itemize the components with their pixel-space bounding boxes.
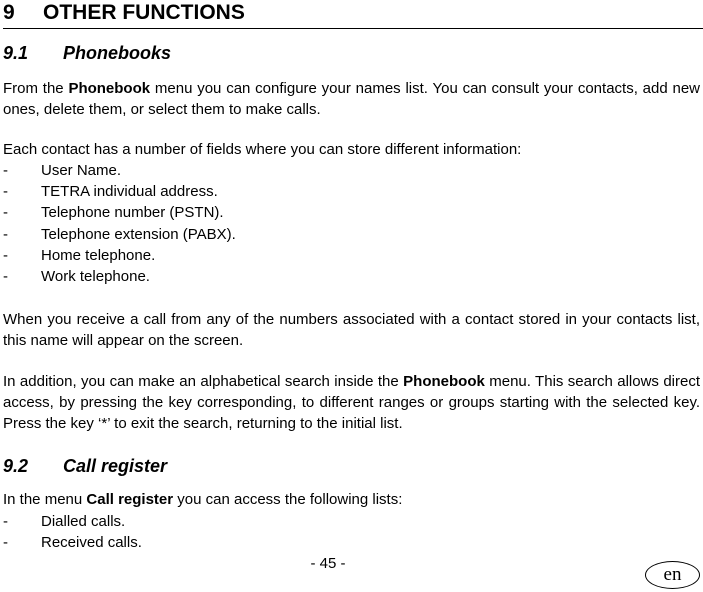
bold-term: Call register	[86, 491, 174, 508]
list-item	[3, 202, 224, 223]
list-marker: -	[3, 534, 8, 551]
list-marker: -	[3, 513, 8, 530]
subsection-heading-phonebooks	[3, 42, 171, 64]
list-item-text: Dialled calls.	[41, 513, 126, 530]
section-title: OTHER FUNCTIONS	[43, 1, 245, 24]
page-number: - 45 -	[310, 555, 346, 572]
subsection-heading-call-register	[3, 455, 167, 477]
list-item-text: Received calls.	[41, 534, 142, 551]
list-item	[3, 245, 155, 266]
language-badge: en	[645, 561, 700, 589]
list-marker: -	[3, 268, 8, 285]
subsection-title: Phonebooks	[63, 43, 172, 63]
list-marker: -	[3, 247, 8, 264]
bold-term: Phonebook	[68, 80, 151, 97]
text-run: menu. This search allows direct access, by pressing the key corresponding, to different ranges or groups starting with the selected key. Press the key ‘*’ to exit the search, returning to the initial list.	[3, 373, 700, 432]
list-item	[3, 266, 150, 287]
search-paragraph	[3, 371, 700, 434]
text-run: In addition, you can make an alphabetical search inside the	[3, 373, 404, 390]
bold-term: Phonebook	[403, 373, 485, 390]
subsection-title: Call register	[63, 456, 168, 476]
section-heading	[3, 0, 703, 29]
phonebook-intro-paragraph	[3, 78, 700, 120]
call-register-intro-paragraph	[3, 489, 700, 510]
list-marker: -	[3, 183, 8, 200]
text-run: menu you can configure your names list. You can consult your contacts, add new ones, delete them, or select them to make calls.	[3, 80, 700, 118]
text-run: From the	[3, 80, 69, 97]
list-item	[3, 511, 125, 532]
text-run: you can access the following lists:	[173, 491, 403, 508]
subsection-number: 9.1	[3, 43, 29, 63]
list-marker: -	[3, 204, 8, 221]
list-item-text: Telephone extension (PABX).	[41, 226, 236, 243]
list-item-text: User Name.	[41, 162, 122, 179]
list-item	[3, 160, 121, 181]
list-marker: -	[3, 162, 8, 179]
list-item	[3, 532, 142, 553]
list-marker: -	[3, 226, 8, 243]
list-item-text: Home telephone.	[41, 247, 156, 264]
section-number: 9	[3, 1, 15, 24]
subsection-number: 9.2	[3, 456, 29, 476]
text-run: In the menu	[3, 491, 87, 508]
list-item	[3, 224, 236, 245]
list-item	[3, 181, 218, 202]
list-item-text: Telephone number (PSTN).	[41, 204, 224, 221]
list-item-text: TETRA individual address.	[41, 183, 218, 200]
receive-call-paragraph: When you receive a call from any of the numbers associated with a contact stored in your contacts list, this name will appear on the screen.	[3, 311, 700, 349]
list-item-text: Work telephone.	[41, 268, 150, 285]
fields-intro-paragraph: Each contact has a number of fields where you can store different information:	[3, 141, 522, 158]
